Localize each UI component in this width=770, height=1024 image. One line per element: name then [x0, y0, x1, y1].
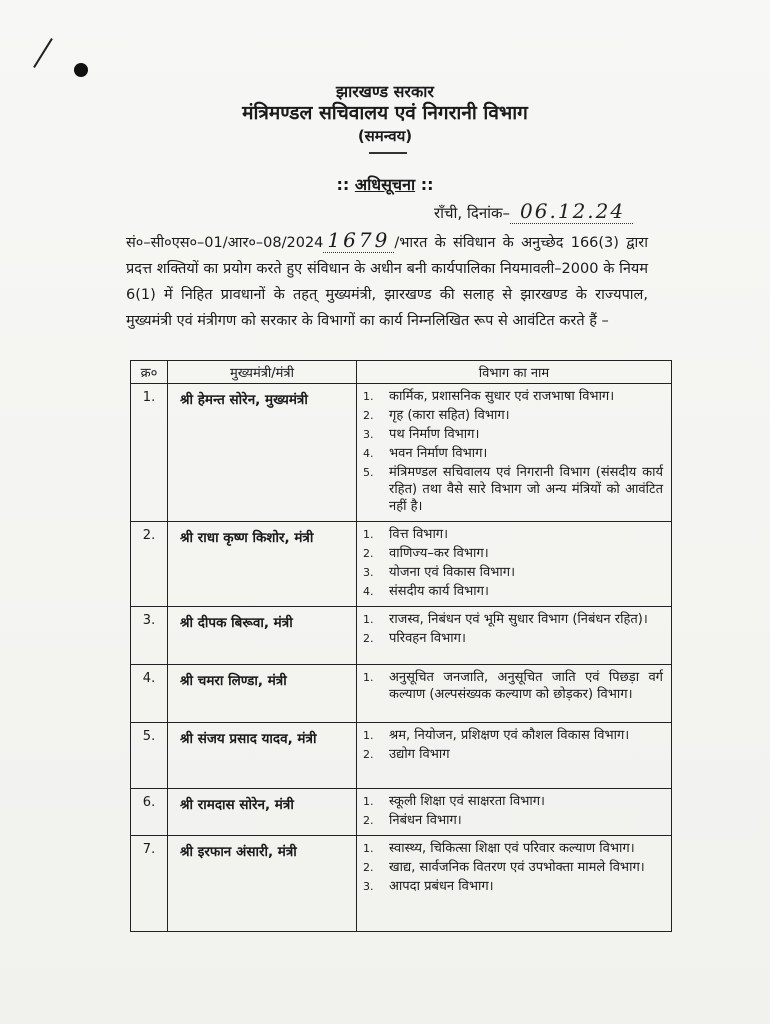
row-serial: 5. — [131, 723, 168, 789]
department-list — [357, 727, 663, 763]
department-item-text: स्कूली शिक्षा एवं साक्षरता विभाग। — [389, 794, 545, 809]
header-minister: मुख्यमंत्री/मंत्री — [168, 361, 357, 384]
table-row — [131, 836, 672, 932]
notification-suffix: :: — [420, 175, 434, 194]
notification-label: अधिसूचना — [354, 175, 416, 194]
pen-stroke-mark — [33, 38, 53, 68]
department-item — [363, 445, 663, 462]
department-item — [363, 746, 663, 763]
government-name: झारखण्ड सरकार — [336, 82, 434, 101]
department-item-number: 3. — [363, 566, 374, 579]
minister-name: श्री दीपक बिरूवा, मंत्री — [168, 607, 357, 665]
department-item-text: खाद्य, सार्वजनिक वितरण एवं उपभोक्ता मामले विभाग। — [389, 860, 645, 875]
department-cell — [357, 384, 672, 522]
department-item-text: संसदीय कार्य विभाग। — [389, 584, 489, 599]
minister-name: श्री राधा कृष्ण किशोर, मंत्री — [168, 522, 357, 607]
department-item-number: 2. — [363, 409, 374, 422]
notification-prefix: :: — [336, 175, 350, 194]
minister-name: श्री रामदास सोरेन, मंत्री — [168, 789, 357, 836]
department-list — [357, 669, 663, 703]
department-item — [363, 526, 663, 543]
department-item-number: 4. — [363, 585, 374, 598]
department-item — [363, 878, 663, 895]
department-item-number: 5. — [363, 466, 374, 479]
department-item-number: 1. — [363, 729, 374, 742]
table-row — [131, 384, 672, 522]
department-item-text: राजस्व, निबंधन एवं भूमि सुधार विभाग (निबंधन रहित)। — [389, 612, 648, 627]
header-serial: क्र० — [131, 361, 168, 384]
department-item-number: 1. — [363, 795, 374, 808]
department-item-text: गृह (कारा सहित) विभाग। — [389, 408, 510, 423]
department-item-number: 1. — [363, 671, 374, 684]
department-item — [363, 564, 663, 581]
department-list — [357, 793, 663, 829]
row-serial: 6. — [131, 789, 168, 836]
reference-prefix: सं०–सी०एस०–01/आर०–08/2024 — [126, 235, 324, 251]
department-item-text: कार्मिक, प्रशासनिक सुधार एवं राजभाषा विभाग। — [389, 389, 615, 404]
department-item-text: पथ निर्माण विभाग। — [389, 427, 480, 442]
row-serial: 3. — [131, 607, 168, 665]
table-row — [131, 789, 672, 836]
department-name: मंत्रिमण्डल सचिवालय एवं निगरानी विभाग — [242, 102, 528, 124]
department-item — [363, 407, 663, 424]
header-department: विभाग का नाम — [357, 361, 672, 384]
department-item-text: आपदा प्रबंधन विभाग। — [389, 879, 494, 894]
table-header-row — [131, 361, 672, 384]
department-item-text: निबंधन विभाग। — [389, 813, 462, 828]
department-item — [363, 464, 663, 515]
punch-hole-dot — [74, 63, 88, 77]
department-item-number: 2. — [363, 814, 374, 827]
department-list — [357, 611, 663, 647]
minister-name: श्री चमरा लिण्डा, मंत्री — [168, 665, 357, 723]
department-item-number: 3. — [363, 880, 374, 893]
department-item-text: उद्योग विभाग — [389, 747, 450, 762]
department-item — [363, 727, 663, 744]
table-row — [131, 522, 672, 607]
place-date-label: राँची, दिनांक– — [434, 204, 511, 222]
department-item-text: वित्त विभाग। — [389, 527, 449, 542]
department-item — [363, 583, 663, 600]
row-serial: 7. — [131, 836, 168, 932]
dateline — [434, 199, 633, 223]
department-item-text: श्रम, नियोजन, प्रशिक्षण एवं कौशल विकास विभाग। — [389, 728, 630, 743]
table-row — [131, 723, 672, 789]
header-divider — [369, 152, 407, 154]
department-item-number: 1. — [363, 842, 374, 855]
minister-name: श्री हेमन्त सोरेन, मुख्यमंत्री — [168, 384, 357, 522]
department-item — [363, 426, 663, 443]
table-body — [131, 384, 672, 932]
row-serial: 1. — [131, 384, 168, 522]
department-item-number: 1. — [363, 613, 374, 626]
department-cell — [357, 723, 672, 789]
row-serial: 2. — [131, 522, 168, 607]
handwritten-date: 06.12.24 — [510, 199, 633, 224]
department-item-text: परिवहन विभाग। — [389, 631, 466, 646]
department-item — [363, 793, 663, 810]
department-item-number: 3. — [363, 428, 374, 441]
minister-name: श्री संजय प्रसाद यादव, मंत्री — [168, 723, 357, 789]
department-list — [357, 526, 663, 600]
department-item-text: योजना एवं विकास विभाग। — [389, 565, 516, 580]
department-item-text: स्वास्थ्य, चिकित्सा शिक्षा एवं परिवार कल्याण विभाग। — [389, 841, 635, 856]
department-item-number: 2. — [363, 748, 374, 761]
department-item-number: 1. — [363, 390, 374, 403]
department-cell — [357, 522, 672, 607]
department-item-number: 4. — [363, 447, 374, 460]
department-item-number: 2. — [363, 861, 374, 874]
section-name: (समन्वय) — [357, 127, 413, 145]
table-row — [131, 607, 672, 665]
department-item-text: भवन निर्माण विभाग। — [389, 446, 488, 461]
department-item-text: मंत्रिमण्डल सचिवालय एवं निगरानी विभाग (संसदीय कार्य रहित) तथा वैसे सारे विभाग जो अन्य मंत्रियों को आवंटित नहीं है। — [389, 465, 663, 514]
department-item — [363, 859, 663, 876]
department-cell — [357, 665, 672, 723]
department-list — [357, 840, 663, 895]
department-item-text: वाणिज्य–कर विभाग। — [389, 546, 489, 561]
department-cell — [357, 607, 672, 665]
department-item — [363, 388, 663, 405]
department-allocation-table — [130, 360, 672, 932]
department-item-number: 2. — [363, 547, 374, 560]
department-item-number: 2. — [363, 632, 374, 645]
department-cell — [357, 789, 672, 836]
department-item — [363, 812, 663, 829]
department-item — [363, 669, 663, 703]
table-row — [131, 665, 672, 723]
handwritten-reference-number: 1679 — [323, 228, 394, 253]
row-serial: 4. — [131, 665, 168, 723]
minister-name: श्री इरफान अंसारी, मंत्री — [168, 836, 357, 932]
department-list — [357, 388, 663, 515]
department-item-text: अनुसूचित जनजाति, अनुसूचित जाति एवं पिछड़ा वर्ग कल्याण (अल्पसंख्यक कल्याण को छोड़कर) विभाग। — [389, 670, 663, 702]
department-item — [363, 630, 663, 647]
body-text: /भारत के संविधान के अनुच्छेद 166(3) द्वारा प्रदत्त शक्तियों का प्रयोग करते हुए संविधान के अधीन बनी कार्यपालिका नियमावली–2000 के नियम 6(1) में निहित प्रावधानों के तहत् मुख्यमंत्री, झारखण्ड की सलाह से झारखण्ड के राज्यपाल, मुख्यमंत्री एवं मंत्रीगण को सरकार के विभागों का कार्य निम्नलिखित रूप से आवंटित करते हैं – — [126, 235, 648, 329]
department-item — [363, 545, 663, 562]
notification-body — [126, 227, 648, 334]
department-cell — [357, 836, 672, 932]
department-item-number: 1. — [363, 528, 374, 541]
department-item — [363, 611, 663, 628]
department-item — [363, 840, 663, 857]
notification-title — [0, 173, 770, 195]
